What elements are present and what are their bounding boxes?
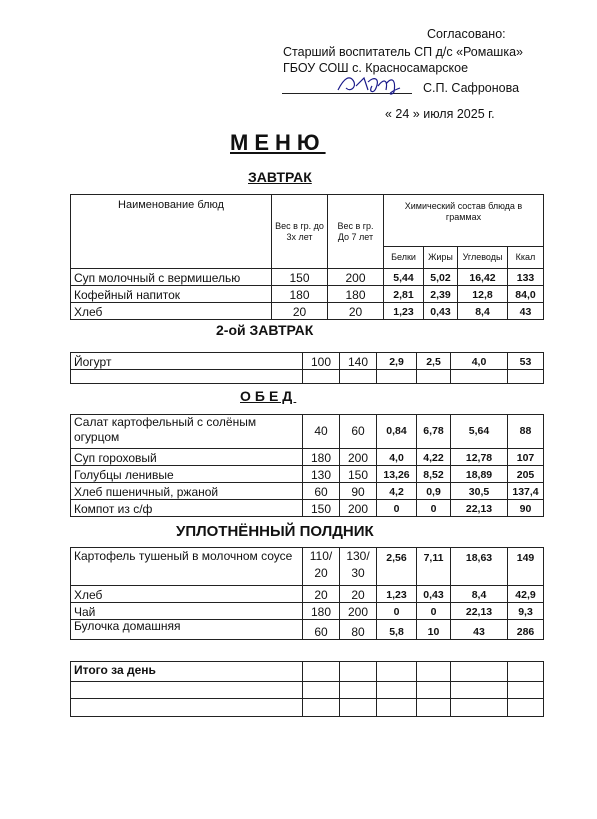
table-row-total <box>71 662 544 682</box>
table-row <box>71 449 544 466</box>
weight-3y: 180 <box>272 286 328 303</box>
carbohydrates: 22,13 <box>451 500 508 517</box>
dish-name: Салат картофельный с солёным огурцом <box>71 415 303 449</box>
weight-3y: 20 <box>272 303 328 320</box>
weight-3y: 60 <box>303 483 340 500</box>
protein: 1,23 <box>377 586 417 603</box>
fat: 6,78 <box>417 415 451 449</box>
section-title-lunch: ОБЕД <box>240 388 297 404</box>
carbohydrates: 18,63 <box>451 548 508 586</box>
carbohydrates: 5,64 <box>451 415 508 449</box>
approval-signer: С.П. Сафронова <box>423 81 520 95</box>
approval-date: « 24 » июля 2025 г. <box>385 107 495 121</box>
table-row <box>71 620 544 640</box>
header-carbohydrates: Углеводы <box>458 247 508 269</box>
table-row-empty <box>71 370 544 384</box>
fat: 5,02 <box>424 269 458 286</box>
weight-3y: 40 <box>303 415 340 449</box>
kcal: 286 <box>508 620 544 640</box>
kcal: 205 <box>508 466 544 483</box>
table-row-empty <box>71 699 544 717</box>
weight-7y: 20 <box>328 303 384 320</box>
table-row <box>71 415 544 449</box>
kcal: 84,0 <box>508 286 544 303</box>
kcal: 90 <box>508 500 544 517</box>
table-row <box>71 500 544 517</box>
protein: 0,84 <box>377 415 417 449</box>
table-row <box>71 353 544 370</box>
kcal: 137,4 <box>508 483 544 500</box>
page-title: МЕНЮ <box>230 130 326 155</box>
table-row-empty <box>71 682 544 699</box>
carbohydrates: 16,42 <box>458 269 508 286</box>
kcal: 107 <box>508 449 544 466</box>
protein: 4,0 <box>377 449 417 466</box>
carbohydrates: 30,5 <box>451 483 508 500</box>
carbohydrates: 8,4 <box>451 586 508 603</box>
weight-3y: 150 <box>272 269 328 286</box>
carbohydrates: 12,8 <box>458 286 508 303</box>
weight-7y: 90 <box>340 483 377 500</box>
weight-3y: 130 <box>303 466 340 483</box>
dish-name: Компот из с/ф <box>71 500 303 517</box>
weight-3y: 20 <box>303 586 340 603</box>
second-breakfast-table <box>70 352 544 384</box>
header-weight-3y: Вес в гр. до 3х лет <box>272 195 328 269</box>
fat: 0,43 <box>424 303 458 320</box>
header-chemical-composition: Химический состав блюда в граммах <box>384 195 544 247</box>
dish-name: Голубцы ленивые <box>71 466 303 483</box>
dish-name: Картофель тушеный в молочном соусе <box>71 548 303 586</box>
table-row <box>71 586 544 603</box>
dish-name: Суп гороховый <box>71 449 303 466</box>
protein: 2,56 <box>377 548 417 586</box>
dish-name: Хлеб пшеничный, ржаной <box>71 483 303 500</box>
table-row <box>71 303 544 320</box>
fat: 8,52 <box>417 466 451 483</box>
kcal: 9,3 <box>508 603 544 620</box>
fat: 0 <box>417 500 451 517</box>
protein: 5,44 <box>384 269 424 286</box>
fat: 10 <box>417 620 451 640</box>
dish-name: Булочка домашняя <box>71 620 303 640</box>
table-row <box>71 466 544 483</box>
weight-7y: 200 <box>328 269 384 286</box>
kcal: 88 <box>508 415 544 449</box>
kcal: 133 <box>508 269 544 286</box>
header-kcal: Ккал <box>508 247 544 269</box>
section-title-breakfast: ЗАВТРАК <box>248 169 312 185</box>
carbohydrates: 18,89 <box>451 466 508 483</box>
approval-position: Старший воспитатель СП д/с «Ромашка» <box>283 45 523 59</box>
protein: 13,26 <box>377 466 417 483</box>
fat: 2,39 <box>424 286 458 303</box>
protein: 2,9 <box>377 353 417 370</box>
protein: 0 <box>377 603 417 620</box>
table-row <box>71 603 544 620</box>
kcal: 53 <box>508 353 544 370</box>
header-fat: Жиры <box>424 247 458 269</box>
protein: 4,2 <box>377 483 417 500</box>
approval-heading: Согласовано: <box>427 27 506 41</box>
carbohydrates: 12,78 <box>451 449 508 466</box>
table-row <box>71 483 544 500</box>
dish-name: Хлеб <box>71 586 303 603</box>
weight-7y: 130/ 30 <box>340 548 377 586</box>
weight-7y: 200 <box>340 603 377 620</box>
carbohydrates: 43 <box>451 620 508 640</box>
fat: 4,22 <box>417 449 451 466</box>
handwritten-signature <box>334 68 404 98</box>
section-title-snack: УПЛОТНЁННЫЙ ПОЛДНИК <box>176 523 374 540</box>
weight-7y: 140 <box>340 353 377 370</box>
weight-3y: 100 <box>303 353 340 370</box>
protein: 2,81 <box>384 286 424 303</box>
header-weight-7y: Вес в гр. До 7 лет <box>328 195 384 269</box>
lunch-table <box>70 414 544 517</box>
weight-3y: 180 <box>303 603 340 620</box>
fat: 0 <box>417 603 451 620</box>
carbohydrates: 22,13 <box>451 603 508 620</box>
weight-3y: 60 <box>303 620 340 640</box>
weight-7y: 60 <box>340 415 377 449</box>
protein: 1,23 <box>384 303 424 320</box>
table-row <box>71 548 544 586</box>
carbohydrates: 8,4 <box>458 303 508 320</box>
dish-name: Чай <box>71 603 303 620</box>
snack-table <box>70 547 544 640</box>
weight-7y: 150 <box>340 466 377 483</box>
approval-organization: ГБОУ СОШ с. Красносамарское <box>283 61 469 75</box>
weight-7y: 200 <box>340 500 377 517</box>
fat: 2,5 <box>417 353 451 370</box>
weight-7y: 20 <box>340 586 377 603</box>
kcal: 149 <box>508 548 544 586</box>
breakfast-table <box>70 194 544 320</box>
fat: 7,11 <box>417 548 451 586</box>
weight-3y: 150 <box>303 500 340 517</box>
dish-name: Хлеб <box>71 303 272 320</box>
table-row <box>71 286 544 303</box>
protein: 5,8 <box>377 620 417 640</box>
weight-3y: 110/ 20 <box>303 548 340 586</box>
weight-7y: 80 <box>340 620 377 640</box>
header-dish-name: Наименование блюд <box>71 195 272 269</box>
weight-7y: 180 <box>328 286 384 303</box>
dish-name: Суп молочный с вермишелью <box>71 269 272 286</box>
dish-name: Кофейный напиток <box>71 286 272 303</box>
fat: 0,9 <box>417 483 451 500</box>
weight-3y: 180 <box>303 449 340 466</box>
carbohydrates: 4,0 <box>451 353 508 370</box>
header-protein: Белки <box>384 247 424 269</box>
daily-total-label: Итого за день <box>71 662 303 682</box>
fat: 0,43 <box>417 586 451 603</box>
table-row <box>71 269 544 286</box>
dish-name: Йогурт <box>71 353 303 370</box>
kcal: 42,9 <box>508 586 544 603</box>
weight-7y: 200 <box>340 449 377 466</box>
daily-total-table <box>70 661 544 717</box>
kcal: 43 <box>508 303 544 320</box>
section-title-second-breakfast: 2-ой ЗАВТРАК <box>216 322 314 338</box>
protein: 0 <box>377 500 417 517</box>
